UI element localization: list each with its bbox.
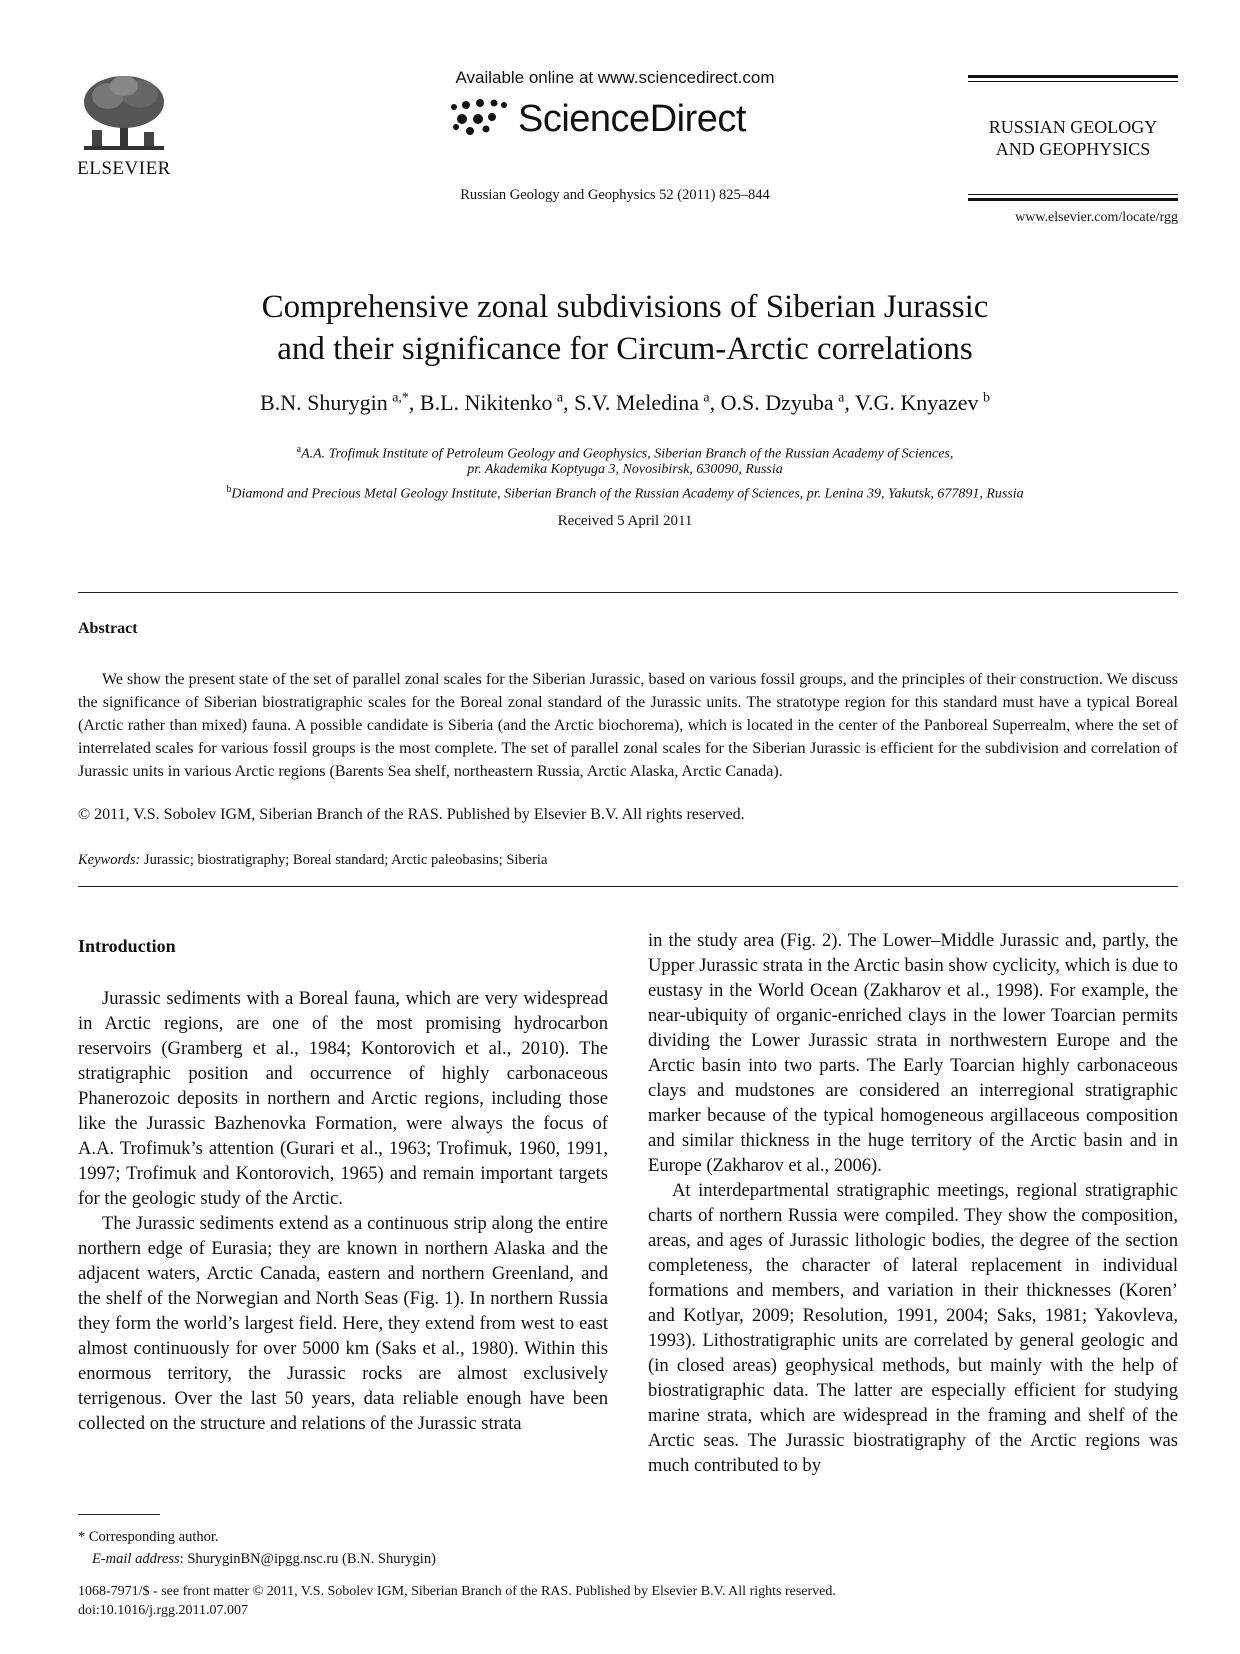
journal-name-line: AND GEOPHYSICS [995, 139, 1151, 159]
section-heading-introduction: Introduction [78, 936, 176, 956]
journal-name-line: RUSSIAN GEOLOGY [988, 117, 1158, 137]
keywords-label: Keywords: [78, 852, 141, 868]
author-name[interactable]: O.S. Dzyuba [720, 390, 834, 415]
elsevier-tree-icon [78, 72, 170, 156]
header-rule [968, 81, 1178, 82]
footnote-rule [78, 1514, 160, 1515]
affiliation-text: Diamond and Precious Metal Geology Institute, Siberian Branch of the Russian Academy of Sciences, pr. Lenina 39, Yakutsk, 677891, Russia [231, 486, 1024, 502]
affiliation-a-address: pr. Akademika Koptyuga 3, Novosibirsk, 630090, Russia [467, 462, 783, 477]
abstract-copyright: © 2011, V.S. Sobolev IGM, Siberian Branch of the RAS. Published by Elsevier B.V. All rights reserved. [78, 806, 745, 823]
header-rule [968, 75, 1178, 78]
author-separator: , [844, 390, 855, 415]
section-divider [78, 592, 1178, 593]
author-name[interactable]: S.V. Meledina [574, 390, 700, 415]
author-name[interactable]: B.L. Nikitenko [419, 390, 553, 415]
email-address-link[interactable]: : ShuryginBN@ipgg.nsc.ru (B.N. Shurygin) [179, 1551, 436, 1567]
affiliation-mark: a [296, 444, 302, 455]
sciencedirect-dots-icon [446, 97, 510, 141]
affiliation-b [70, 480, 1180, 505]
header-rule [968, 198, 1178, 201]
affiliation-text: A.A. Trofimuk Institute of Petroleum Geology and Geophysics, Siberian Branch of the Russian Academy of Sciences, [301, 446, 954, 462]
email-label: E-mail address [92, 1551, 180, 1567]
author-separator: , [563, 390, 575, 415]
footnote-email [78, 1548, 598, 1570]
keywords [78, 852, 1178, 869]
journal-url-link[interactable]: www.elsevier.com/locate/rgg [1015, 210, 1178, 225]
issn-line: 1068-7971/$ - see front matter © 2011, V.S. Sobolev IGM, Siberian Branch of the RAS. Published by Elsevier B.V. All rights reserved. [78, 1584, 836, 1599]
received-date: Received 5 April 2011 [557, 513, 693, 529]
keywords-list: Jurassic; biostratigraphy; Boreal standard; Arctic paleobasins; Siberia [140, 852, 548, 868]
body-column-left [78, 986, 608, 1436]
author-affiliation-mark: a [556, 390, 564, 406]
footnote-mark: * [78, 1529, 86, 1545]
body-paragraph: At interdepartmental stratigraphic meetings, regional stratigraphic charts of northern Russia were compiled. They show the composition, areas, and ages of Jurassic lithologic bodies, the degree of the section completeness, the character of lateral replacement in individual formations and members, and variation in their thicknesses (Koren’ and Kotlyar, 2009; Resolution, 1991, 2004; Saks, 1981; Yakovleva, 1993). Lithostratigraphic units are correlated by general geologic and (in closed areas) geophysical methods, but mainly with the help of biostratigraphic data. The latter are especially efficient for studying marine strata, which are widespread in the framing and shelf of the Arctic seas. The Jurassic biostratigraphy of the Arctic regions was much contributed to by [648, 1180, 1178, 1476]
author-list [70, 390, 1180, 416]
available-online-text: Available online at www.sciencedirect.com [455, 68, 775, 87]
author-separator: , [709, 390, 721, 415]
body-paragraph: in the study area (Fig. 2). The Lower–Middle Jurassic and, partly, the Upper Jurassic strata in the Arctic basin show cyclicity, which is due to eustasy in the World Ocean (Zakharov et al., 1998). For example, the near-ubiquity of organic-enriched clays in the lower Toarcian permits dividing the Lower Jurassic strata in northwestern Europe and the Arctic basin into two parts. The Early Toarcian highly carbonaceous clays and mudstones are considered an interregional stratigraphic marker because of the typical homogeneous argillaceous composition and similar thickness in the huge territory of the Arctic basin and in Europe (Zakharov et al., 2006). [648, 930, 1178, 1176]
abstract-text: We show the present state of the set of parallel zonal scales for the Siberian Jurassic, based on various fossil groups, and the principles of their construction. We discuss the significance of Siberian biostratigraphic scales for the Boreal zonal standard of the Jurassic units. The stratotype region for this standard must have a typical Boreal (Arctic rather than mixed) fauna. A possible candidate is Siberia (and the Arctic biochorema), which is located in the center of the Panboreal Superrealm, where the set of interrelated scales for various fossil groups is the most complete. The set of parallel zonal scales for the Siberian Jurassic is efficient for the subdivision and correlation of Jurassic units in various Arctic regions (Barents Sea shelf, northeastern Russia, Arctic Alaska, Arctic Canada). [78, 671, 1178, 780]
author-affiliation-mark: a,* [392, 390, 409, 406]
sciencedirect-logo [446, 94, 746, 144]
footnote-text: Corresponding author. [85, 1529, 219, 1545]
journal-name [968, 116, 1178, 160]
sciencedirect-wordmark: ScienceDirect [518, 97, 746, 140]
section-divider [78, 886, 1178, 887]
page-footer [78, 1582, 1178, 1620]
author-separator: , [408, 390, 420, 415]
abstract-heading: Abstract [78, 620, 138, 637]
author-affiliation-mark: b [982, 390, 990, 406]
author-name[interactable]: V.G. Knyazev [854, 390, 979, 415]
header-rule [968, 194, 1178, 195]
author-affiliation-mark: a [703, 390, 710, 406]
author-affiliation-mark: a [838, 390, 845, 406]
elsevier-logo [70, 72, 178, 180]
journal-citation: Russian Geology and Geophysics 52 (2011) 825–844 [460, 187, 770, 203]
article-title-line: and their significance for Circum-Arctic correlations [277, 331, 973, 367]
affiliation-mark: b [226, 484, 232, 495]
article-title [70, 286, 1180, 370]
article-title-line: Comprehensive zonal subdivisions of Siberian Jurassic [261, 289, 989, 325]
doi-link[interactable]: doi:10.1016/j.rgg.2011.07.007 [78, 1603, 248, 1618]
footnote-corresponding [78, 1526, 598, 1548]
footnote [78, 1526, 598, 1570]
body-paragraph: Jurassic sediments with a Boreal fauna, which are very widespread in Arctic regions, are one of the most promising hydrocarbon reservoirs (Gramberg et al., 1984; Kontorovich et al., 2010). The stratigraphic position and occurrence of highly carbonaceous Phanerozoic deposits in northern and Arctic regions, including those like the Jurassic Bazhenovka Formation, were always the focus of A.A. Trofimuk’s attention (Gurari et al., 1963; Trofimuk, 1960, 1991, 1997; Trofimuk and Kontorovich, 1965) and remain important targets for the geologic study of the Arctic. [78, 988, 608, 1209]
body-paragraph: The Jurassic sediments extend as a continuous strip along the entire northern edge of Eurasia; they are known in northern Alaska and the adjacent waters, Arctic Canada, eastern and northern Greenland, and the shelf of the Norwegian and North Seas (Fig. 1). In northern Russia they form the world’s largest field. Here, they extend from west to east almost continuously for over 5000 km (Saks et al., 1980). Within this enormous territory, the Jurassic rocks are almost exclusively terrigenous. Over the last 50 years, data reliable enough have been collected on the structure and relations of the Jurassic strata [78, 1213, 608, 1434]
elsevier-wordmark: ELSEVIER [77, 158, 171, 179]
body-column-right [648, 928, 1178, 1478]
author-name[interactable]: B.N. Shurygin [260, 390, 388, 415]
